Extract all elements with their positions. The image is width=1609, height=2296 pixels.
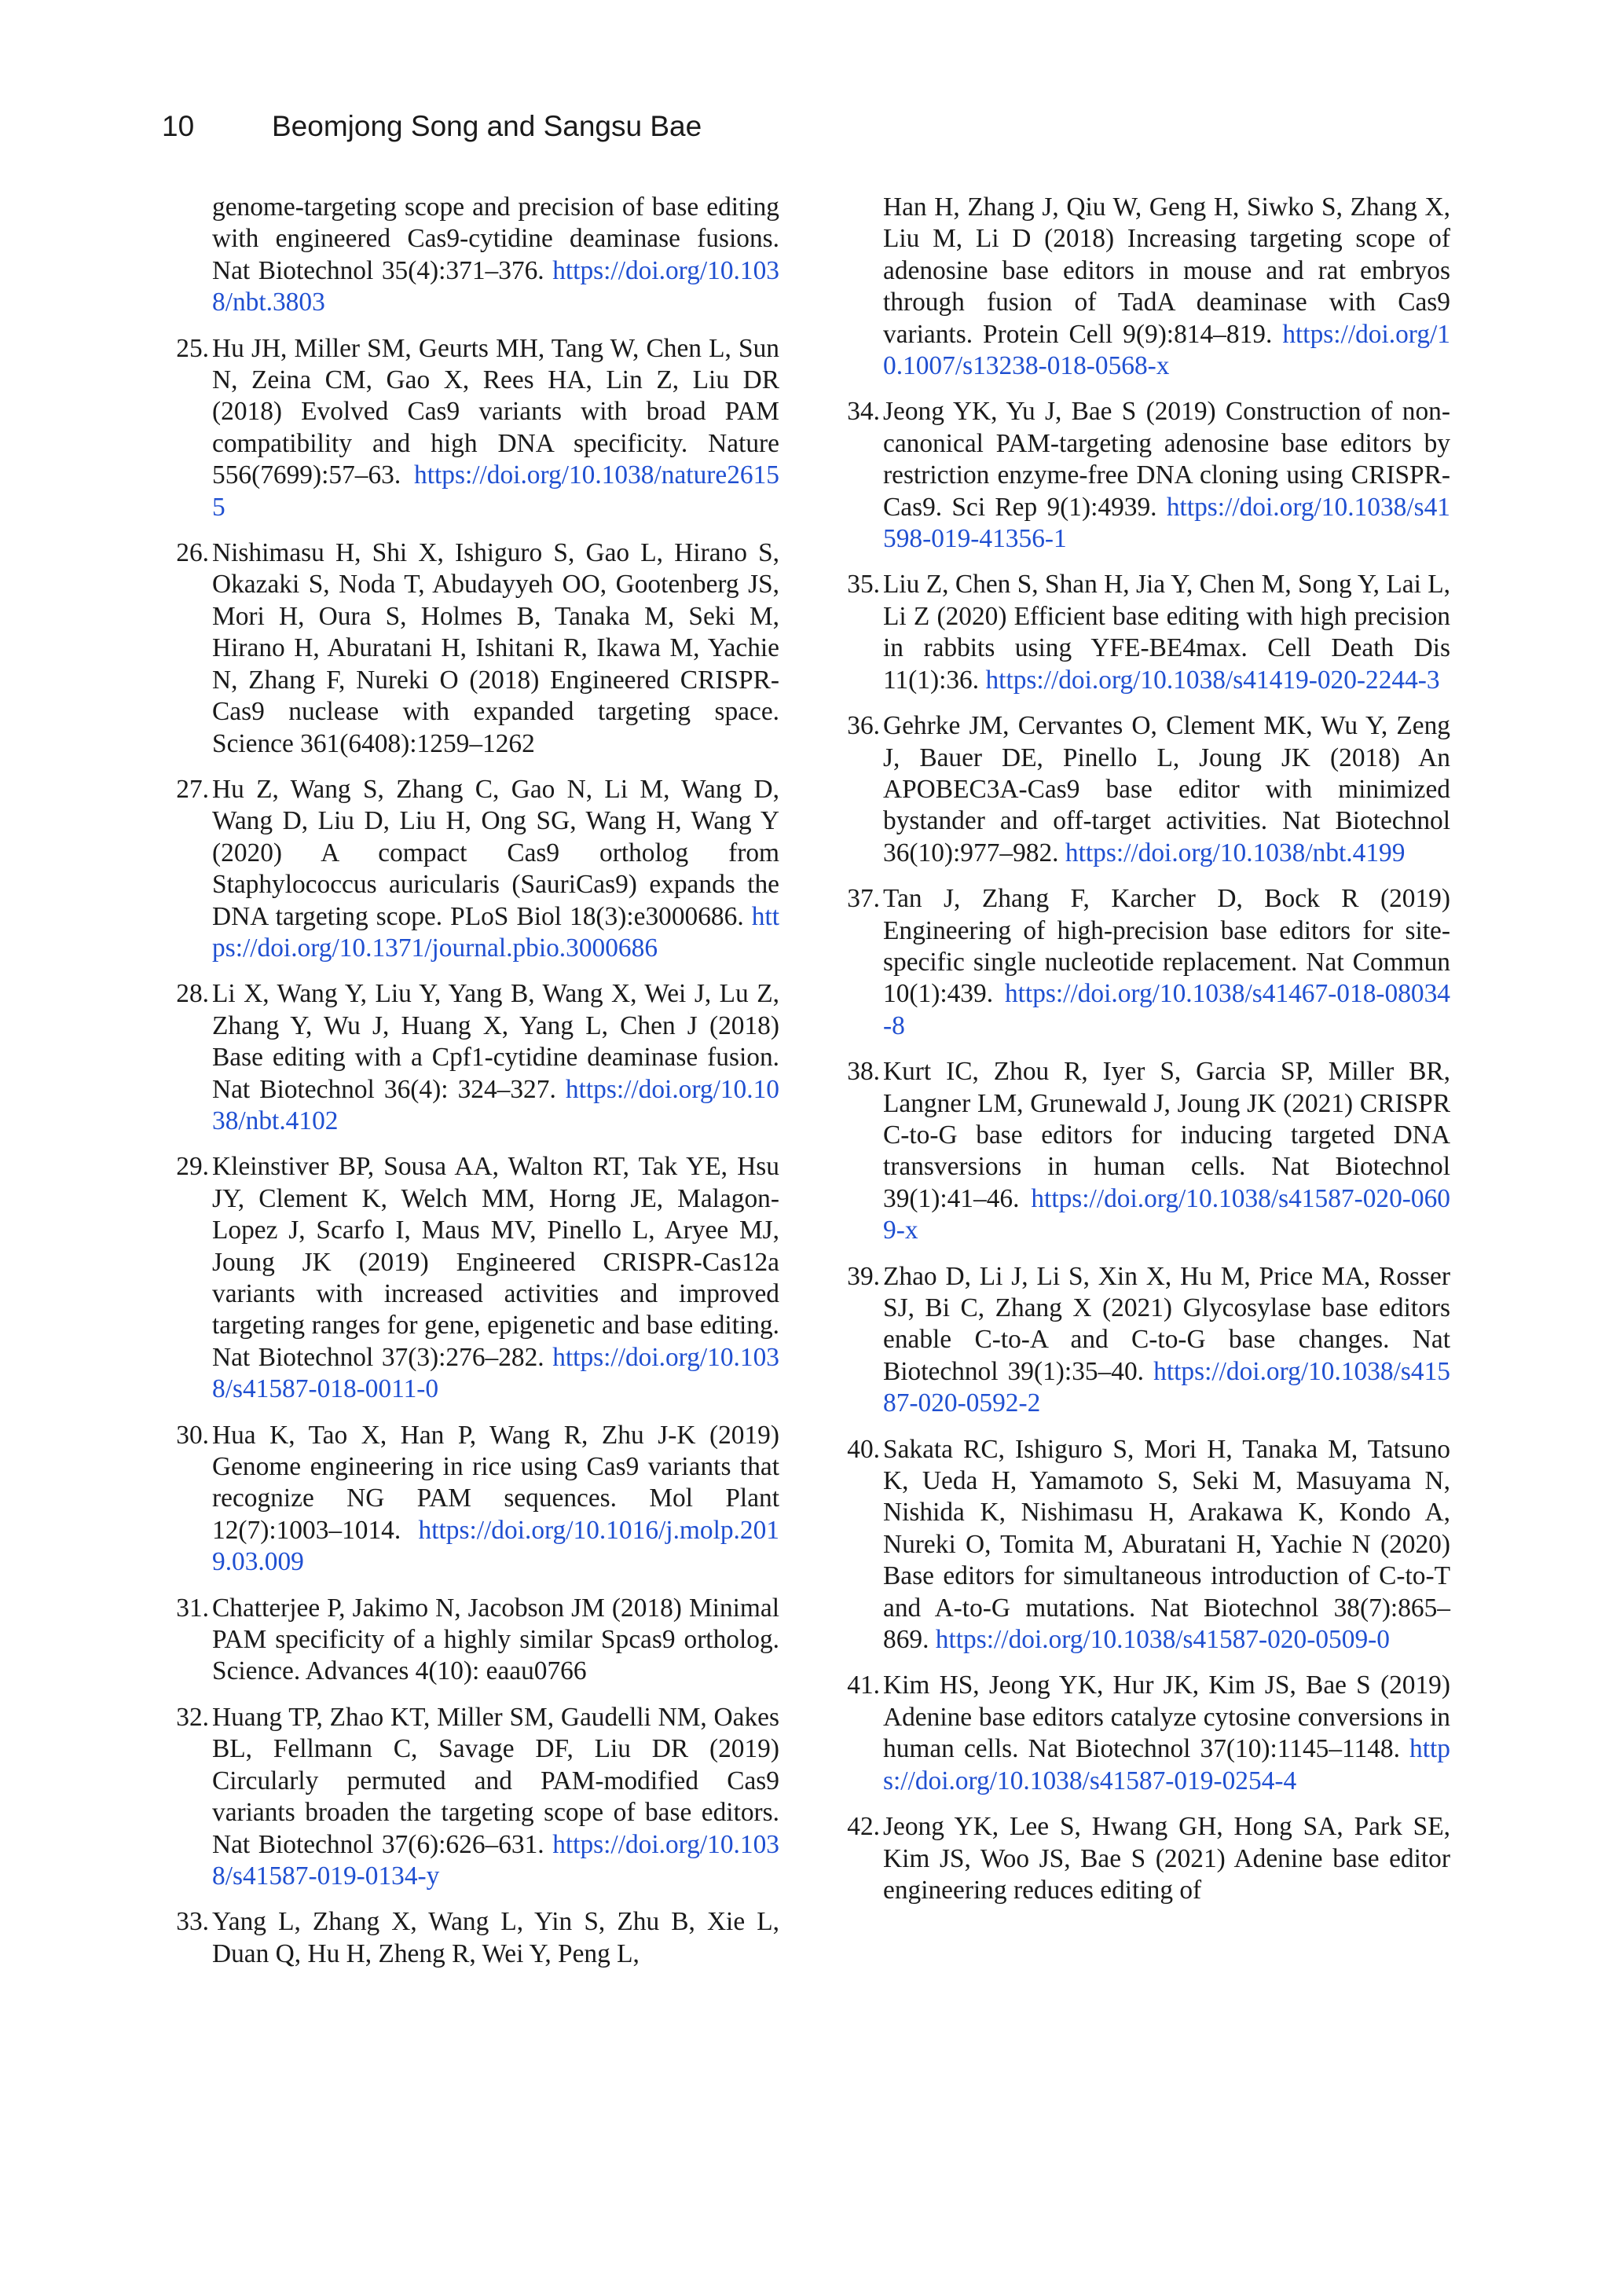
doi-link[interactable]: https://doi.org/10.1038/nbt.3803: [212, 255, 779, 317]
reference-number: 29.: [176, 1152, 209, 1182]
reference-text: Han H, Zhang J, Qiu W, Geng H, Siwko S, Zhang X, Liu M, Li D (2018) Increasing targeting scope of adenosine base editors in mouse and rat embryos through fusion of TadA deaminase with Cas9 variants. Protein Cell 9(9):814–819.: [883, 193, 1450, 349]
reference-entry: [847, 1434, 1450, 1656]
reference-entry: [176, 333, 779, 523]
reference-text: Nishimasu H, Shi X, Ishiguro S, Gao L, Hirano S, Okazaki S, Noda T, Abudayyeh OO, Gootenberg JS, Mori H, Oura S, Holmes B, Tanaka M, Seki M, Hirano H, Aburatani H, Ishitani R, Ikawa M, Yachie N, Zhang F, Nureki O (2018) Engineered CRISPR-Cas9 nuclease with expanded targeting space. Science 361(6408):1259–1262: [212, 538, 779, 758]
page-header: [162, 110, 702, 143]
reference-number: 34.: [847, 397, 880, 427]
reference-entry: [176, 978, 779, 1137]
reference-entry: [847, 1261, 1450, 1420]
doi-link[interactable]: https://doi.org/10.1038/s41598-019-41356-1: [883, 492, 1450, 554]
doi-link[interactable]: https://doi.org/10.1038/s41587-020-0609-x: [883, 1183, 1450, 1245]
reference-entry: [176, 1702, 779, 1892]
reference-entry: [847, 396, 1450, 555]
reference-number: 37.: [847, 884, 880, 914]
reference-text: Chatterjee P, Jakimo N, Jacobson JM (2018) Minimal PAM specificity of a highly similar Spcas9 ortholog. Science. Advances 4(10): eaau0766: [212, 1593, 779, 1686]
reference-text: Yang L, Zhang X, Wang L, Yin S, Zhu B, Xie L, Duan Q, Hu H, Zheng R, Wei Y, Peng L,: [212, 1907, 779, 1968]
reference-number: 25.: [176, 333, 209, 363]
left-reference-column: [176, 192, 779, 1984]
reference-entry: [847, 710, 1450, 869]
reference-number: 33.: [176, 1907, 209, 1937]
reference-number: 32.: [176, 1702, 209, 1732]
doi-link[interactable]: https://doi.org/10.1038/s41587-019-0134-y: [212, 1829, 779, 1891]
doi-link[interactable]: https://doi.org/10.1038/s41587-020-0509-0: [935, 1625, 1390, 1655]
right-reference-column: [847, 192, 1450, 1920]
reference-text: Kleinstiver BP, Sousa AA, Walton RT, Tak YE, Hsu JY, Clement K, Welch MM, Horng JE, Malagon-Lopez J, Scarfo I, Maus MV, Pinello L, Aryee MJ, Joung JK (2019) Engineered CRISPR-Cas12a variants with increased activities and improved targeting ranges for gene, epigenetic and base editing. Nat Biotechnol 37(3):276–282.: [212, 1152, 779, 1372]
doi-link[interactable]: https://doi.org/10.1038/s41587-019-0254-4: [883, 1734, 1450, 1795]
reference-entry: [847, 883, 1450, 1042]
reference-entry: [176, 774, 779, 964]
doi-link[interactable]: https://doi.org/10.1371/journal.pbio.3000686: [212, 901, 779, 963]
reference-number: 30.: [176, 1420, 209, 1450]
reference-number: 41.: [847, 1671, 880, 1700]
reference-text: Jeong YK, Yu J, Bae S (2019) Construction of non-canonical PAM-targeting adenosine base editors by restriction enzyme-free DNA cloning using CRISPR-Cas9. Sci Rep 9(1):4939.: [883, 397, 1450, 522]
doi-link[interactable]: https://doi.org/10.1038/s41419-020-2244-3: [985, 665, 1440, 695]
reference-number: 36.: [847, 711, 880, 741]
reference-number: 28.: [176, 979, 209, 1009]
reference-text: Hu Z, Wang S, Zhang C, Gao N, Li M, Wang D, Wang D, Liu D, Liu H, Ong SG, Wang H, Wang Y (2020) A compact Cas9 ortholog from Staphylococcus auricularis (SauriCas9) expands the DNA targeting scope. PLoS Biol 18(3):e3000686.: [212, 774, 779, 931]
reference-entry: [847, 1056, 1450, 1246]
reference-entry: [847, 1811, 1450, 1906]
reference-text: Liu Z, Chen S, Shan H, Jia Y, Chen M, Song Y, Lai L, Li Z (2020) Efficient base editing with high precision in rabbits using YFE-BE4max. Cell Death Dis 11(1):36.: [883, 570, 1450, 695]
reference-text: Li X, Wang Y, Liu Y, Yang B, Wang X, Wei J, Lu Z, Zhang Y, Wu J, Huang X, Yang L, Chen J (2018) Base editing with a Cpf1-cytidine deaminase fusion. Nat Biotechnol 36(4): 324–327.: [212, 979, 779, 1104]
reference-text: Zhao D, Li J, Li S, Xin X, Hu M, Price MA, Rosser SJ, Bi C, Zhang X (2021) Glycosylase base editors enable C-to-A and C-to-G base changes. Nat Biotechnol 39(1):35–40.: [883, 1261, 1450, 1386]
reference-number: 39.: [847, 1261, 880, 1291]
reference-entry: [176, 1151, 779, 1405]
reference-text: genome-targeting scope and precision of base editing with engineered Cas9-cytidine deaminase fusions. Nat Biotechnol 35(4):371–376.: [212, 193, 779, 285]
reference-number: 40.: [847, 1434, 880, 1464]
reference-number: 38.: [847, 1057, 880, 1087]
page-number: 10: [162, 110, 195, 142]
reference-number: 26.: [176, 538, 209, 568]
reference-entry: [176, 1420, 779, 1579]
reference-text: Kim HS, Jeong YK, Hur JK, Kim JS, Bae S (2019) Adenine base editors catalyze cytosine conversions in human cells. Nat Biotechnol 37(10):1145–1148.: [883, 1671, 1450, 1764]
reference-number: 35.: [847, 570, 880, 600]
doi-link[interactable]: https://doi.org/10.1038/nature26155: [212, 460, 779, 522]
doi-link[interactable]: https://doi.org/10.1038/s41587-018-0011-0: [212, 1342, 779, 1404]
reference-text: Hu JH, Miller SM, Geurts MH, Tang W, Chen L, Sun N, Zeina CM, Gao X, Rees HA, Lin Z, Liu DR (2018) Evolved Cas9 variants with broad PAM compatibility and high DNA specificity. Nature 556(7699):57–63.: [212, 333, 779, 490]
reference-entry: [176, 1593, 779, 1688]
running-title: Beomjong Song and Sangsu Bae: [272, 110, 702, 142]
reference-number: 27.: [176, 774, 209, 804]
reference-entry: [176, 1906, 779, 1970]
reference-text: Gehrke JM, Cervantes O, Clement MK, Wu Y, Zeng J, Bauer DE, Pinello L, Joung JK (2018) An APOBEC3A-Cas9 base editor with minimized bystander and off-target activities. Nat Biotechnol 36(10):977–982.: [883, 711, 1450, 867]
reference-number: 42.: [847, 1812, 880, 1842]
reference-text: Tan J, Zhang F, Karcher D, Bock R (2019) Engineering of high-precision base editors for site-specific single nucleotide replacement. Nat Commun 10(1):439.: [883, 884, 1450, 1009]
doi-link[interactable]: https://doi.org/10.1007/s13238-018-0568-x: [883, 319, 1450, 381]
reference-entry: [176, 192, 779, 319]
doi-link[interactable]: https://doi.org/10.1038/nbt.4199: [1065, 838, 1406, 867]
reference-entry: [847, 569, 1450, 696]
reference-entry: [176, 537, 779, 760]
reference-text: Jeong YK, Lee S, Hwang GH, Hong SA, Park SE, Kim JS, Woo JS, Bae S (2021) Adenine base editor engineering reduces editing of: [883, 1812, 1450, 1905]
reference-text: Sakata RC, Ishiguro S, Mori H, Tanaka M, Tatsuno K, Ueda H, Yamamoto S, Seki M, Masuyama N, Nishida K, Nishimasu H, Arakawa K, Kondo A, Nureki O, Tomita M, Aburatani H, Yachie N (2020) Base editors for simultaneous introduction of C-to-T and A-to-G mutations. Nat Biotechnol 38(7):865–869.: [883, 1434, 1450, 1655]
reference-text: Kurt IC, Zhou R, Iyer S, Garcia SP, Miller BR, Langner LM, Grunewald J, Joung JK (2021) CRISPR C-to-G base editors for inducing targeted DNA transversions in human cells. Nat Biotechnol 39(1):41–46.: [883, 1057, 1450, 1213]
reference-entry: [847, 1670, 1450, 1797]
reference-text: Huang TP, Zhao KT, Miller SM, Gaudelli NM, Oakes BL, Fellmann C, Savage DF, Liu DR (2019) Circularly permuted and PAM-modified Cas9 variants broaden the targeting scope of base editors. Nat Biotechnol 37(6):626–631.: [212, 1702, 779, 1859]
reference-text: Hua K, Tao X, Han P, Wang R, Zhu J-K (2019) Genome engineering in rice using Cas9 variants that recognize NG PAM sequences. Mol Plant 12(7):1003–1014.: [212, 1420, 779, 1545]
reference-entry: [847, 192, 1450, 382]
reference-number: 31.: [176, 1593, 209, 1623]
doi-link[interactable]: https://doi.org/10.1016/j.molp.2019.03.009: [212, 1515, 779, 1577]
doi-link[interactable]: https://doi.org/10.1038/s41467-018-08034-8: [883, 979, 1450, 1040]
doi-link[interactable]: https://doi.org/10.1038/s41587-020-0592-2: [883, 1356, 1450, 1418]
doi-link[interactable]: https://doi.org/10.1038/nbt.4102: [212, 1074, 779, 1135]
